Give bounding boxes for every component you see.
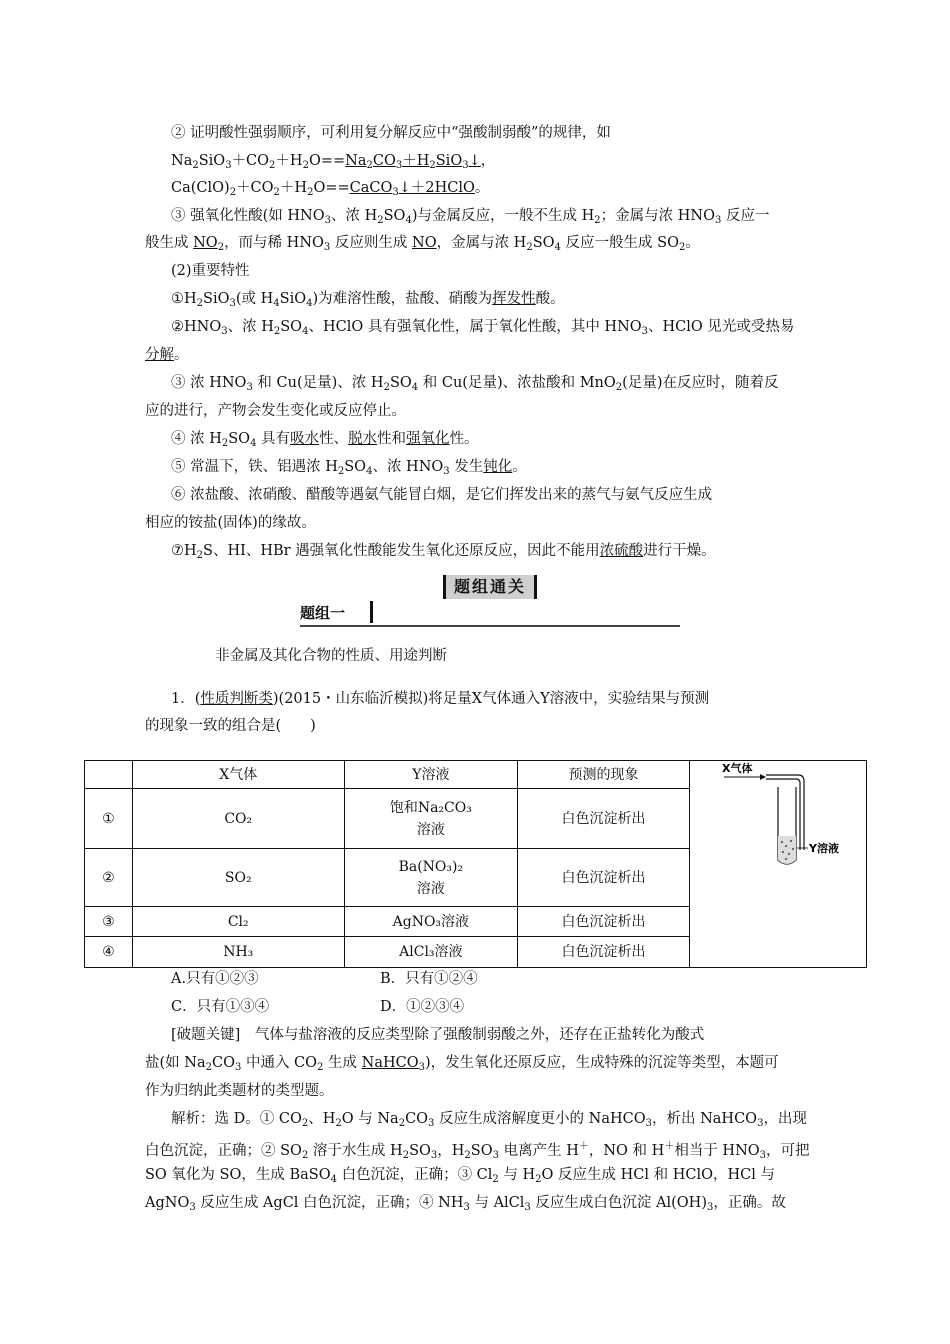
- table-row: ③ Cl₂ AgNO₃溶液 白色沉淀析出: [85, 907, 867, 937]
- question-stem-cont: 的现象一致的组合是( ): [145, 718, 316, 734]
- question-stem: 1．(性质判断类)(2015・山东临沂模拟)将足量X气体通入Y溶液中，实验结果与预测: [171, 691, 710, 707]
- question-tag: 性质判断类: [200, 691, 273, 707]
- option-b[interactable]: B．只有①②④: [380, 971, 478, 987]
- test-tube-figure: [720, 762, 860, 872]
- option-c[interactable]: C．只有①③④: [171, 999, 270, 1015]
- option-a[interactable]: A.只有①②③: [171, 971, 259, 987]
- table-row: ① CO₂ 饱和Na₂CO₃ 溶液 白色沉淀析出: [85, 789, 867, 849]
- question-table: X气体 Y溶液 预测的现象 ① CO₂ 饱和Na₂CO₃ 溶液 白色沉淀析出 ② SO₂ Ba(NO₃)₂ 溶液 白色沉淀析出 ③ Cl₂ AgNO₃溶液 白色沉淀析出 ④ NH₃ AlCl₃溶液 白色沉淀析出: [84, 760, 867, 968]
- topic-heading: 非金属及其化合物的性质、用途判断: [215, 648, 447, 664]
- group-label: 题组一: [300, 604, 346, 622]
- table-row: ② SO₂ Ba(NO₃)₂ 溶液 白色沉淀析出: [85, 849, 867, 907]
- group-divider: [370, 601, 373, 623]
- svg-text:Y溶液: Y溶液: [809, 842, 839, 855]
- group-banner: 题组通关: [443, 575, 537, 599]
- table-row: ④ NH₃ AlCl₃溶液 白色沉淀析出: [85, 937, 867, 968]
- group-underline: [300, 625, 680, 627]
- option-d[interactable]: D．①②③④: [380, 999, 465, 1015]
- svg-text:X气体: X气体: [722, 762, 753, 775]
